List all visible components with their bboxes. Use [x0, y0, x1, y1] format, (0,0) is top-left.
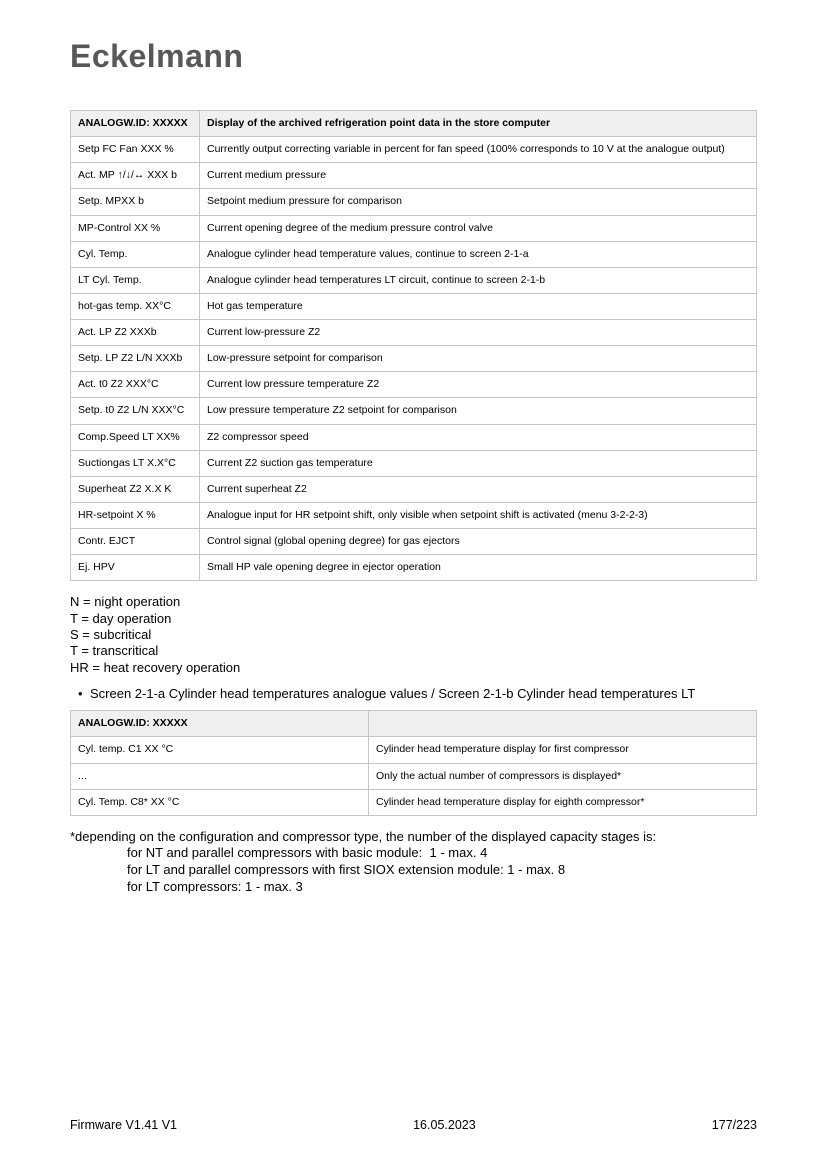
table-row [71, 398, 757, 424]
table-cell: Setp. MPXX b [71, 189, 200, 215]
table-row [71, 241, 757, 267]
table-header-cell [369, 711, 757, 737]
legend-line: T = day operation [70, 610, 172, 626]
table-cell: Ej. HPV [71, 555, 200, 581]
table-cell: LT Cyl. Temp. [71, 267, 200, 293]
footer-page-number: 177/223 [711, 1118, 757, 1132]
table-cell: Setp. t0 Z2 L/N XXX°C [71, 398, 200, 424]
footnote-line: for NT and parallel compressors with basic module: 1 - max. 4 [127, 845, 488, 861]
table-cell: ... [71, 763, 369, 789]
table-cell: hot-gas temp. XX°C [71, 293, 200, 319]
table-row [71, 529, 757, 555]
table-cell: Only the actual number of compressors is displayed* [369, 763, 757, 789]
table-cell: Hot gas temperature [200, 293, 757, 319]
table-row [71, 320, 757, 346]
table-cell: Cyl. Temp. [71, 241, 200, 267]
footnote-intro: *depending on the configuration and compressor type, the number of the displayed capacity stages is: [70, 828, 657, 844]
table-cell: Cyl. Temp. C8* XX °C [71, 789, 369, 815]
table-cell: Setp FC Fan XXX % [71, 137, 200, 163]
table-row [71, 476, 757, 502]
page-footer [70, 1118, 757, 1132]
table-cell: Contr. EJCT [71, 529, 200, 555]
eckelmann-logo: Eckelmann [70, 38, 244, 74]
table-cell: Z2 compressor speed [200, 424, 757, 450]
table-row [71, 267, 757, 293]
table-header-row [71, 711, 757, 737]
table-cell: HR-setpoint X % [71, 502, 200, 528]
table-cell: Current Z2 suction gas temperature [200, 450, 757, 476]
table-cell: Analogue cylinder head temperatures LT circuit, continue to screen 2-1-b [200, 267, 757, 293]
table-row [71, 215, 757, 241]
table-cell: Analogue cylinder head temperature values, continue to screen 2-1-a [200, 241, 757, 267]
table-row [71, 137, 757, 163]
table-row [71, 424, 757, 450]
table-cell: Act. t0 Z2 XXX°C [71, 372, 200, 398]
legend-line: HR = heat recovery operation [70, 659, 241, 675]
bullet-item [70, 686, 757, 701]
table-row [71, 763, 757, 789]
table-row [71, 737, 757, 763]
table-cell: Current low pressure temperature Z2 [200, 372, 757, 398]
table-cell: Control signal (global opening degree) for gas ejectors [200, 529, 757, 555]
bullet-icon: • [78, 686, 83, 702]
table-cell: Setp. LP Z2 L/N XXXb [71, 346, 200, 372]
table-row [71, 789, 757, 815]
analog-id-table [70, 110, 757, 581]
table-row [71, 372, 757, 398]
table-cell: MP-Control XX % [71, 215, 200, 241]
cylinder-temp-table [70, 710, 757, 816]
table-header-cell: Display of the archived refrigeration point data in the store computer [200, 111, 757, 137]
table-row [71, 502, 757, 528]
legend-line: S = subcritical [70, 627, 152, 643]
table-cell: Low-pressure setpoint for comparison [200, 346, 757, 372]
abbreviation-legend [70, 594, 757, 676]
table-cell: Current opening degree of the medium pressure control valve [200, 215, 757, 241]
table-header-row [71, 111, 757, 137]
table-row [71, 450, 757, 476]
table-cell: Cylinder head temperature display for first compressor [369, 737, 757, 763]
table-cell: Low pressure temperature Z2 setpoint for comparison [200, 398, 757, 424]
legend-line: T = transcritical [70, 643, 159, 659]
table-cell: Current superheat Z2 [200, 476, 757, 502]
footnote-line: for LT compressors: 1 - max. 3 [127, 878, 303, 894]
table-cell: Comp.Speed LT XX% [71, 424, 200, 450]
legend-line: N = night operation [70, 594, 181, 610]
table-cell: Act. MP ↑/↓/↔ XXX b [71, 163, 200, 189]
footnote [70, 829, 757, 895]
page-content [70, 110, 757, 895]
footer-firmware-version: Firmware V1.41 V1 [70, 1118, 177, 1132]
table-cell: Small HP vale opening degree in ejector operation [200, 555, 757, 581]
table-row [71, 163, 757, 189]
table-cell: Currently output correcting variable in percent for fan speed (100% corresponds to 10 V at the analogue output) [200, 137, 757, 163]
table-cell: Analogue input for HR setpoint shift, only visible when setpoint shift is activated (menu 3-2-2-3) [200, 502, 757, 528]
table-row [71, 293, 757, 319]
table-cell: Suctiongas LT X.X°C [71, 450, 200, 476]
bullet-text: Screen 2-1-a Cylinder head temperatures analogue values / Screen 2-1-b Cylinder head temperatures LT [90, 686, 696, 702]
footer-date: 16.05.2023 [413, 1118, 476, 1132]
table-header-cell: ANALOGW.ID: XXXXX [71, 111, 200, 137]
table-cell: Cylinder head temperature display for eighth compressor* [369, 789, 757, 815]
table-cell: Current low-pressure Z2 [200, 320, 757, 346]
table-cell: Superheat Z2 X.X K [71, 476, 200, 502]
table-cell: Act. LP Z2 XXXb [71, 320, 200, 346]
table-cell: Current medium pressure [200, 163, 757, 189]
table-cell: Cyl. temp. C1 XX °C [71, 737, 369, 763]
table-row [71, 189, 757, 215]
table-row [71, 346, 757, 372]
table-row [71, 555, 757, 581]
table-cell: Setpoint medium pressure for comparison [200, 189, 757, 215]
footnote-line: for LT and parallel compressors with first SIOX extension module: 1 - max. 8 [127, 861, 566, 877]
table-header-cell: ANALOGW.ID: XXXXX [71, 711, 369, 737]
